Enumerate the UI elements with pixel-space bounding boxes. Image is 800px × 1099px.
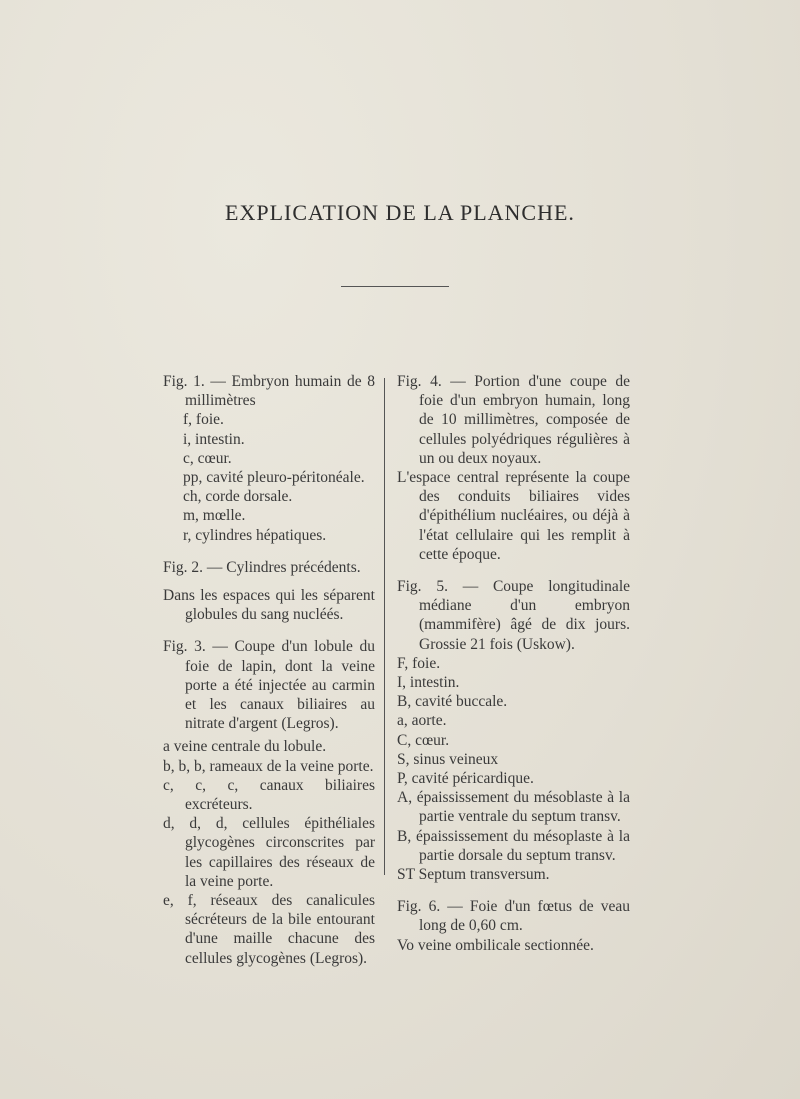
legend-item: Vo veine ombilicale sectionnée. — [397, 936, 594, 954]
legend-item: ch, corde dorsale. — [183, 488, 293, 506]
legend-item: ST Septum transversum. — [397, 866, 550, 884]
fig4-caption: Fig. 4. — Portion d'une coupe de foie d'un embryon humain, long de 10 millimètres, composée de cellules polyédriques régulières à un ou deux noyaux. — [397, 373, 630, 467]
legend-item: a veine centrale du lobule. — [163, 738, 327, 756]
legend-item: C, cœur. — [397, 731, 450, 749]
legend-item: S, sinus veineux — [397, 750, 499, 768]
title-rule — [341, 286, 449, 287]
legend-item: r, cylindres hépatiques. — [183, 526, 327, 544]
fig4-text: L'espace central représente la coupe des conduits biliaires vides d'épithélium nucléaires, ou déjà à l'état cellulaire qui les remplit à cette époque. — [397, 469, 630, 563]
legend-item: A, épaississement du mésoblaste à la partie ventrale du septum transv. — [397, 789, 630, 826]
fig2-text: Dans les espaces qui les séparent globules du sang nucléés. — [163, 587, 375, 624]
legend-item: e, f, réseaux des canalicules sécréteurs de la bile entourant d'une maille chacune des cellules glycogènes (Legros). — [163, 892, 375, 967]
fig1-legend — [163, 410, 375, 544]
legend-item: I, intestin. — [397, 674, 460, 692]
fig1-caption: Fig. 1. — Embryon humain de 8 millimètres — [163, 373, 375, 410]
page-title: EXPLICATION DE LA PLANCHE. — [225, 200, 575, 225]
legend-item: b, b, b, rameaux de la veine porte. — [163, 757, 374, 775]
legend-item: pp, cavité pleuro-péritonéale. — [183, 469, 365, 487]
fig3-caption: Fig. 3. — Coupe d'un lobule du foie de lapin, dont la veine porte a été injectée au carmin et les canaux biliaires au nitrate d'argent (Legros). — [163, 638, 375, 733]
legend-item: B, épaississement du mésoplaste à la partie dorsale du septum transv. — [397, 827, 630, 864]
column-divider — [384, 378, 385, 875]
legend-item: F, foie. — [397, 654, 441, 672]
legend-item: a, aorte. — [397, 712, 447, 730]
fig6-caption: Fig. 6. — Foie d'un fœtus de veau long de 0,60 cm. — [397, 898, 630, 935]
legend-item: c, cœur. — [183, 449, 232, 467]
legend-item: m, mœlle. — [183, 507, 246, 525]
legend-item: i, intestin. — [183, 430, 245, 448]
legend-item: d, d, d, cellules épithéliales glycogènes circonscrites par les capillaires des réseaux de la veine porte. — [163, 815, 375, 890]
legend-item: c, c, c, canaux biliaires excréteurs. — [163, 776, 375, 814]
fig5-caption: Fig. 5. — Coupe longitudinale médiane d'un embryon (mammifère) âgé de dix jours. Grossie 21 fois (Uskow). — [397, 578, 630, 653]
legend-item: B, cavité buccale. — [397, 693, 508, 711]
legend-item: P, cavité péricardique. — [397, 770, 534, 788]
left-column — [163, 372, 375, 968]
fig2-caption: Fig. 2. — Cylindres précédents. — [163, 558, 361, 576]
legend-item: f, foie. — [183, 411, 224, 429]
right-column — [397, 372, 630, 955]
